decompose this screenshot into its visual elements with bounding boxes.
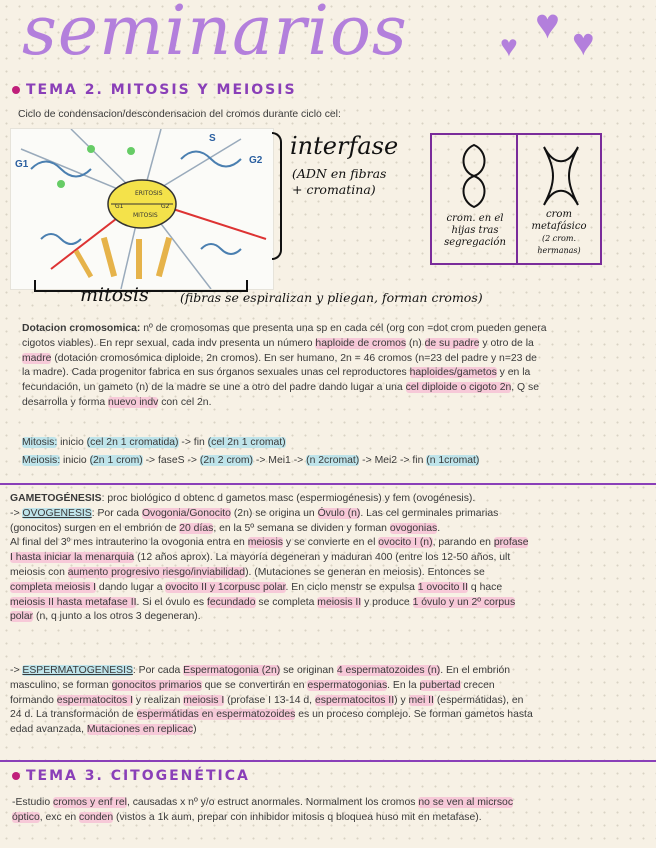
chrom-right-label: crom metafásico (2 crom. hermanas) [531,209,587,255]
tema2-heading: TEMA 2. MITOSIS Y MEIOSIS [12,82,297,98]
brace [272,132,282,260]
bullet-icon [12,772,20,780]
dotacion-paragraph: Dotacion cromosomica: nº de cromosomas que presenta una sp en cada cél (org con =dot crom pueden genera cigotos viables). En repr sexual, cada indv presenta un número haploide de cromos (n) de su padre y otro de la madre (dotación cromosómica diploide, 2n cromos). En ser humano, 2n = 46 cromos (n=23 del padre y n=23 de la madre). Cada progenitor fabrica en sus órganos sexuales unas cel reproductores haploides/gametos y en la fecundación, un gameto (n) de la madre se une a otro del padre dando lugar a una cel diploide o cigoto 2n, Q se desarrolla y forma nuevo indv con cel 2n. [22,323,547,408]
section-divider [0,760,656,762]
interfase-note: (ADN en fibras [292,166,387,181]
chromosome-box [430,133,602,265]
chromosome-x-icon [536,141,586,211]
g1-label: G1 [15,159,29,170]
mitosis-line: Mitosis: inicio (cel 2n 1 cromatida) -> fin (cel 2n 1 cromat) [22,437,286,448]
interfase-note: + cromatina) [292,182,376,197]
chromosome-icon [454,141,494,211]
heart-icon: ♥ [500,30,518,63]
cell-cycle-diagram [10,128,274,290]
page-title: seminarios [22,0,408,71]
mitosis-label: mitosis [80,284,149,306]
divider [516,135,518,263]
tema2-intro: Ciclo de condensacion/descondensacion del cromos durante ciclo cel: [18,109,341,120]
svg-text:G2: G2 [161,203,170,210]
heart-icon: ♥ [535,0,560,47]
tema3-heading: TEMA 3. CITOGENÉTICA [12,768,250,784]
mitosis-note: (fibras se espiralizan y pliegan, forman cromos) [180,290,483,305]
section-divider [0,483,656,485]
interfase-label: interfase [290,132,399,160]
heart-icon: ♥ [572,22,595,64]
tema3-paragraph: -Estudio cromos y enf rel, causadas x nº y/o estruct anormales. Normalment los cromos no se ven al micrsoc óptico, exc en conden (vistos a 1k aum, prepar con inhibidor mitosis q bloquea huso mit en metafase). [12,797,514,823]
svg-text:G1: G1 [115,203,124,210]
svg-text:ERITOSIS: ERITOSIS [135,190,163,197]
s-label: S [209,133,216,144]
gametogenesis-paragraph: GAMETOGÉNESIS: proc biológico d obtenc d gametos masc (espermiogénesis) y fem (ovogénesis). -> OVOGENESIS: Por cada Ovogonia/Gonocito (2n) se origina un Óvulo (n). Las cel germinales primarias (gonocitos) surgen en el embrión de 20 días, en la 5º semana se dividen y forman ovogonias. Al final del 3º mes intrauterino la ovogonia entra en meiosis y se convierte en el ovocito I (n), parando en profase I hasta iniciar la menarquia (12 años aprox). La mayoría degeneran y maduran 400 (entre los 12-50 años, ult meiosis con aumento progresivo riesgo/inviabilidad). (Mutaciones se generan en meiosis). Entonces se completa meiosis I dando lugar a ovocito II y 1corpusc polar. En ciclo menstr se expulsa 1 ovocito II q hace meiosis II hasta metafase II. Si el óvulo es fecundado se completa meiosis II y produce 1 óvulo y un 2º corpus polar (n, q junto a los otros 3 degeneran). [10,493,529,623]
espermatogenesis-paragraph: -> ESPERMATOGENESIS: Por cada Espermatogonia (2n) se originan 4 espermatozoides (n). En el embrión masculino, se forman gonocitos primarios que se convertirán en espermatogonias. En la pubertad crecen formando espermatocitos I y realizan meiosis I (profase I 13-14 d, espermatocitos II) y mei II (espermátidas), en 24 d. La transformación de espermátidas en espermatozoides es un proceso complejo. Se forman gametos hasta edad avanzada, Mutaciones en replicac) [10,665,533,736]
svg-text:MITOSIS: MITOSIS [133,212,158,219]
meiosis-line: Meiosis: inicio (2n 1 crom) -> faseS -> (2n 2 crom) -> Mei1 -> (n 2cromat) -> Mei2 -> fin (n 1cromat) [22,455,480,466]
chrom-left-label: crom. en el hijas tras segregación [444,213,506,248]
bullet-icon [12,86,20,94]
g2-label: G2 [249,155,263,166]
